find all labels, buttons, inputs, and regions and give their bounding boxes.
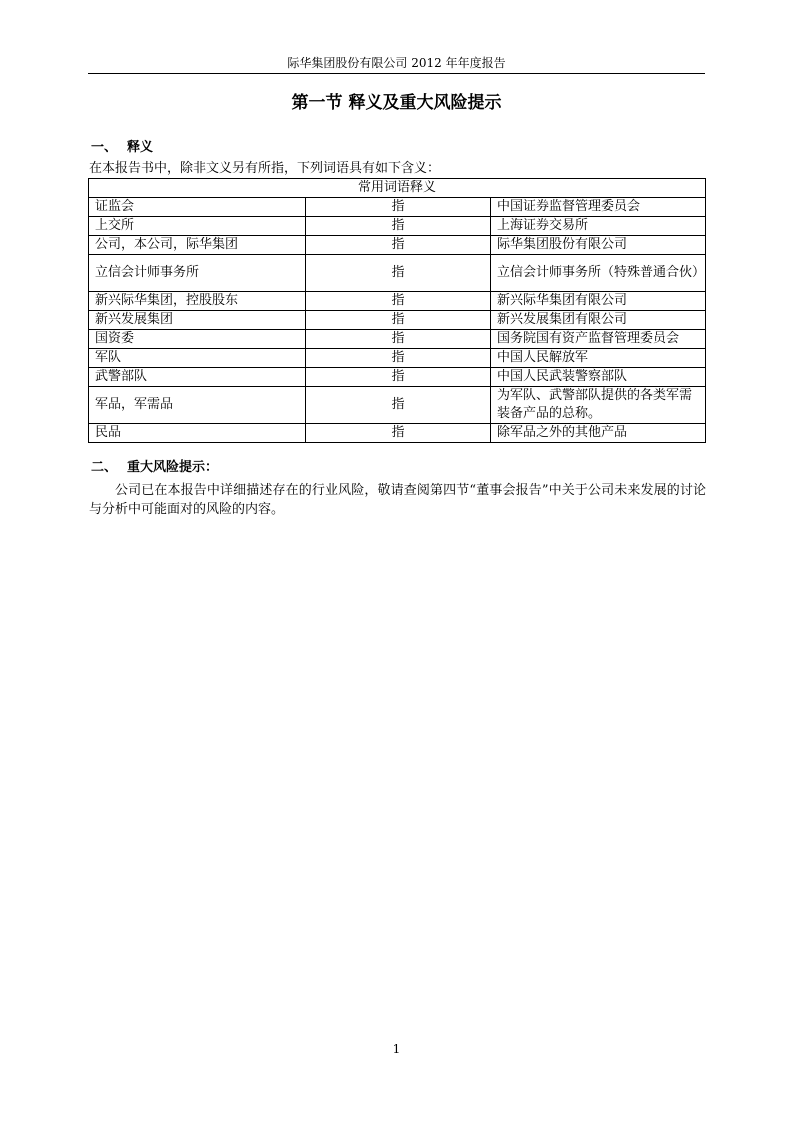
- meaning-cell: 立信会计师事务所（特殊普通合伙）: [491, 255, 706, 292]
- meaning-cell: 中国人民武装警察部队: [491, 368, 706, 387]
- term-cell: 民品: [89, 424, 306, 443]
- table-row: [89, 311, 706, 330]
- table-row: [89, 349, 706, 368]
- meaning-cell: 为军队、武警部队提供的各类军需装备产品的总称。: [491, 387, 706, 424]
- term-cell: 国资委: [89, 330, 306, 349]
- definitions-heading-title: 释义: [127, 140, 154, 155]
- term-cell: 武警部队: [89, 368, 306, 387]
- definitions-intro: 在本报告书中，除非文义另有所指，下列词语具有如下含义：: [89, 161, 441, 176]
- risk-paragraph: 公司已在本报告中详细描述存在的行业风险，敬请查阅第四节“董事会报告”中关于公司未来发展的讨论与分析中可能面对的风险的内容。: [89, 483, 706, 517]
- meaning-cell: 除军品之外的其他产品: [491, 424, 706, 443]
- table-row: [89, 217, 706, 236]
- separator-cell: 指: [306, 255, 491, 292]
- section-title: 第一节 释义及重大风险提示: [291, 93, 502, 113]
- risk-heading-number: 二、: [91, 460, 118, 475]
- separator-cell: 指: [306, 311, 491, 330]
- term-cell: 证监会: [89, 198, 306, 217]
- separator-cell: 指: [306, 217, 491, 236]
- meaning-cell: 中国人民解放军: [491, 349, 706, 368]
- table-caption: 常用词语释义: [89, 179, 706, 198]
- separator-cell: 指: [306, 292, 491, 311]
- term-cell: 立信会计师事务所: [89, 255, 306, 292]
- separator-cell: 指: [306, 387, 491, 424]
- table-row: [89, 236, 706, 255]
- meaning-cell: 际华集团股份有限公司: [491, 236, 706, 255]
- separator-cell: 指: [306, 349, 491, 368]
- term-cell: 新兴际华集团，控股股东: [89, 292, 306, 311]
- definitions-heading: [91, 140, 153, 156]
- separator-cell: 指: [306, 198, 491, 217]
- term-cell: 军队: [89, 349, 306, 368]
- table-caption-row: [89, 179, 706, 198]
- separator-cell: 指: [306, 368, 491, 387]
- separator-cell: 指: [306, 424, 491, 443]
- risk-heading-title: 重大风险提示：: [127, 460, 219, 475]
- definitions-table: [88, 178, 706, 443]
- table-row: [89, 387, 706, 424]
- table-row: [89, 424, 706, 443]
- meaning-cell: 中国证券监督管理委员会: [491, 198, 706, 217]
- definitions-heading-number: 一、: [91, 140, 118, 155]
- meaning-cell: 上海证券交易所: [491, 217, 706, 236]
- table-row: [89, 255, 706, 292]
- separator-cell: 指: [306, 330, 491, 349]
- page-number: 1: [392, 1042, 401, 1056]
- running-header: 际华集团股份有限公司 2012 年年度报告: [287, 56, 506, 70]
- term-cell: 新兴发展集团: [89, 311, 306, 330]
- table-row: [89, 198, 706, 217]
- term-cell: 军品，军需品: [89, 387, 306, 424]
- table-row: [89, 368, 706, 387]
- table-row: [89, 330, 706, 349]
- risk-heading: [91, 460, 218, 476]
- table-row: [89, 292, 706, 311]
- meaning-cell: 国务院国有资产监督管理委员会: [491, 330, 706, 349]
- header-rule: [88, 73, 705, 74]
- meaning-cell: 新兴发展集团有限公司: [491, 311, 706, 330]
- term-cell: 上交所: [89, 217, 306, 236]
- meaning-cell: 新兴际华集团有限公司: [491, 292, 706, 311]
- term-cell: 公司，本公司，际华集团: [89, 236, 306, 255]
- separator-cell: 指: [306, 236, 491, 255]
